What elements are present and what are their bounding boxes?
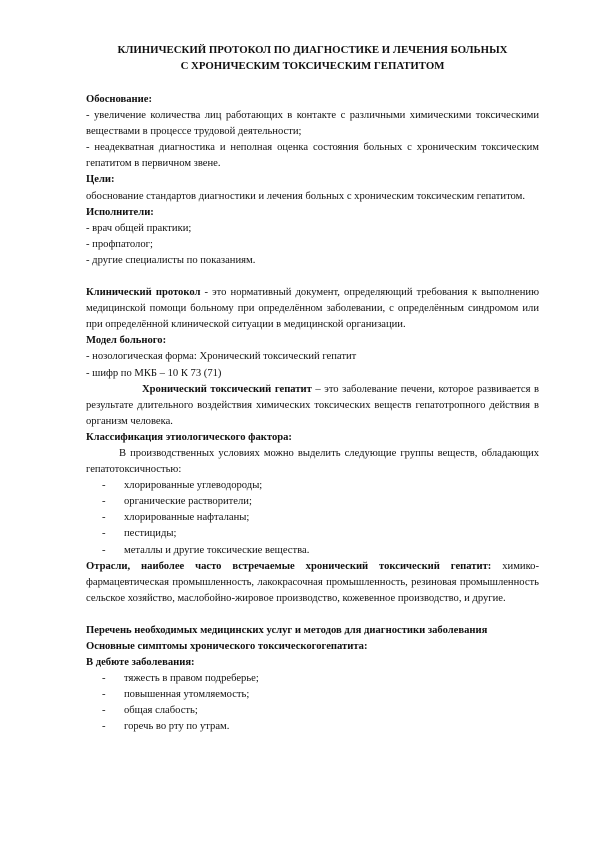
list-item-text: горечь во рту по утрам.: [124, 721, 230, 733]
executor-item-3: - другие специалисты по показаниям.: [86, 254, 256, 266]
industries-section: [86, 559, 539, 607]
executors-section: [86, 205, 539, 269]
protocol-section: [86, 285, 539, 333]
goals-heading: Цели:: [86, 174, 115, 186]
industries-term: Отрасли, наиболее часто встречаемые хронический токсический гепатит:: [86, 560, 492, 572]
goals-text: обоснование стандартов диагностики и лечения больных с хроническим токсическим гепатитом.: [86, 190, 526, 202]
dash-marker: -: [102, 705, 106, 717]
protocol-paragraph: [86, 285, 539, 333]
industries-paragraph: [86, 559, 539, 607]
services-heading: Перечень необходимых медицинских услуг и методов для диагностики заболевания: [86, 624, 488, 636]
list-item-text: повышенная утомляемость;: [124, 689, 250, 701]
rationale-heading: Обоснование:: [86, 94, 152, 105]
onset-heading: В дебюте заболевания:: [86, 657, 195, 669]
list-item: [102, 494, 539, 510]
protocol-text: - это нормативный документ, определяющий требования к выполнению медицинской помощи больному при определённом заболевании, с определённым синдромом или при определённой клинической ситуации в медицинской организации.: [86, 287, 539, 331]
dash-marker: -: [102, 528, 106, 540]
list-item-text: металлы и другие токсические вещества.: [124, 544, 310, 556]
classification-intro: В производственных условиях можно выделить следующие группы веществ, обладающих гепатотоксичностью:: [86, 447, 539, 476]
list-item-text: органические растворители;: [124, 496, 252, 508]
title-line-2: С ХРОНИЧЕСКИМ ТОКСИЧЕСКИМ ГЕПАТИТОМ: [180, 60, 445, 72]
rationale-item-2: - неадекватная диагностика и неполная оценка состояния больных с хроническим токсическим гепатитом в первичном звене.: [86, 142, 539, 170]
rationale-section: [86, 92, 539, 172]
document-title: [86, 42, 539, 74]
list-item-text: общая слабость;: [124, 705, 198, 717]
classification-list: [86, 478, 539, 558]
spacer: [86, 607, 539, 623]
dash-marker: -: [102, 496, 106, 508]
executor-item-1: - врач общей практики;: [86, 222, 192, 234]
title-line-1: КЛИНИЧЕСКИЙ ПРОТОКОЛ ПО ДИАГНОСТИКЕ И ЛЕЧЕНИЯ БОЛЬНЫХ: [117, 44, 508, 56]
symptoms-list: [86, 671, 539, 735]
list-item: [102, 703, 539, 719]
list-item: [102, 510, 539, 526]
list-item-text: тяжесть в правом подреберье;: [124, 673, 259, 685]
patient-model-section: [86, 333, 539, 381]
definition-text: – это заболевание печени, которое развивается в результате длительного воздействия химических токсических веществ гепатотропного действия в организм человека.: [86, 383, 540, 427]
list-item: [102, 478, 539, 494]
dash-marker: -: [102, 721, 106, 733]
classification-section: [86, 430, 539, 559]
patient-model-heading: Модел больного:: [86, 335, 167, 347]
definition-section: [86, 382, 539, 430]
protocol-term: Клинический протокол: [86, 287, 201, 299]
patient-model-item-1: - нозологическая форма: Хронический токсический гепатит: [86, 351, 357, 363]
goals-section: [86, 172, 539, 204]
patient-model-item-2: - шифр по МКБ – 10 К 73 (71): [86, 367, 222, 379]
dash-marker: -: [102, 544, 106, 556]
dash-marker: -: [102, 480, 106, 492]
list-item-text: хлорированные нафталаны;: [124, 512, 250, 524]
classification-heading: Классификация этиологического фактора:: [86, 431, 292, 443]
executor-item-2: - профпатолог;: [86, 238, 153, 250]
dash-marker: -: [102, 512, 106, 524]
list-item-text: хлорированные углеводороды;: [124, 480, 263, 492]
rationale-item-1: - увеличение количества лиц работающих в контакте с различными химическими токсическими веществами в процессе трудовой деятельности;: [86, 110, 539, 138]
executors-heading: Исполнители:: [86, 206, 154, 218]
list-item-text: пестициды;: [124, 528, 177, 540]
dash-marker: -: [102, 689, 106, 701]
list-item: [102, 687, 539, 703]
list-item: [102, 543, 539, 559]
definition-term: Хронический токсический гепатит: [142, 383, 312, 395]
symptoms-heading: Основные симптомы хронического токсическогогепатита:: [86, 641, 368, 652]
definition-paragraph: [86, 382, 539, 430]
services-section: [86, 623, 539, 639]
symptoms-section: [86, 639, 539, 736]
industries-text: химико-фармацевтическая промышленность, лакокрасочная промышленность, резиновая промышленность сельское хозяйство, маслобойно-жировое производство, кожевенное производство, и другие.: [86, 560, 540, 604]
dash-marker: -: [102, 673, 106, 685]
list-item: [102, 719, 539, 735]
spacer: [86, 269, 539, 285]
list-item: [102, 526, 539, 542]
list-item: [102, 671, 539, 687]
